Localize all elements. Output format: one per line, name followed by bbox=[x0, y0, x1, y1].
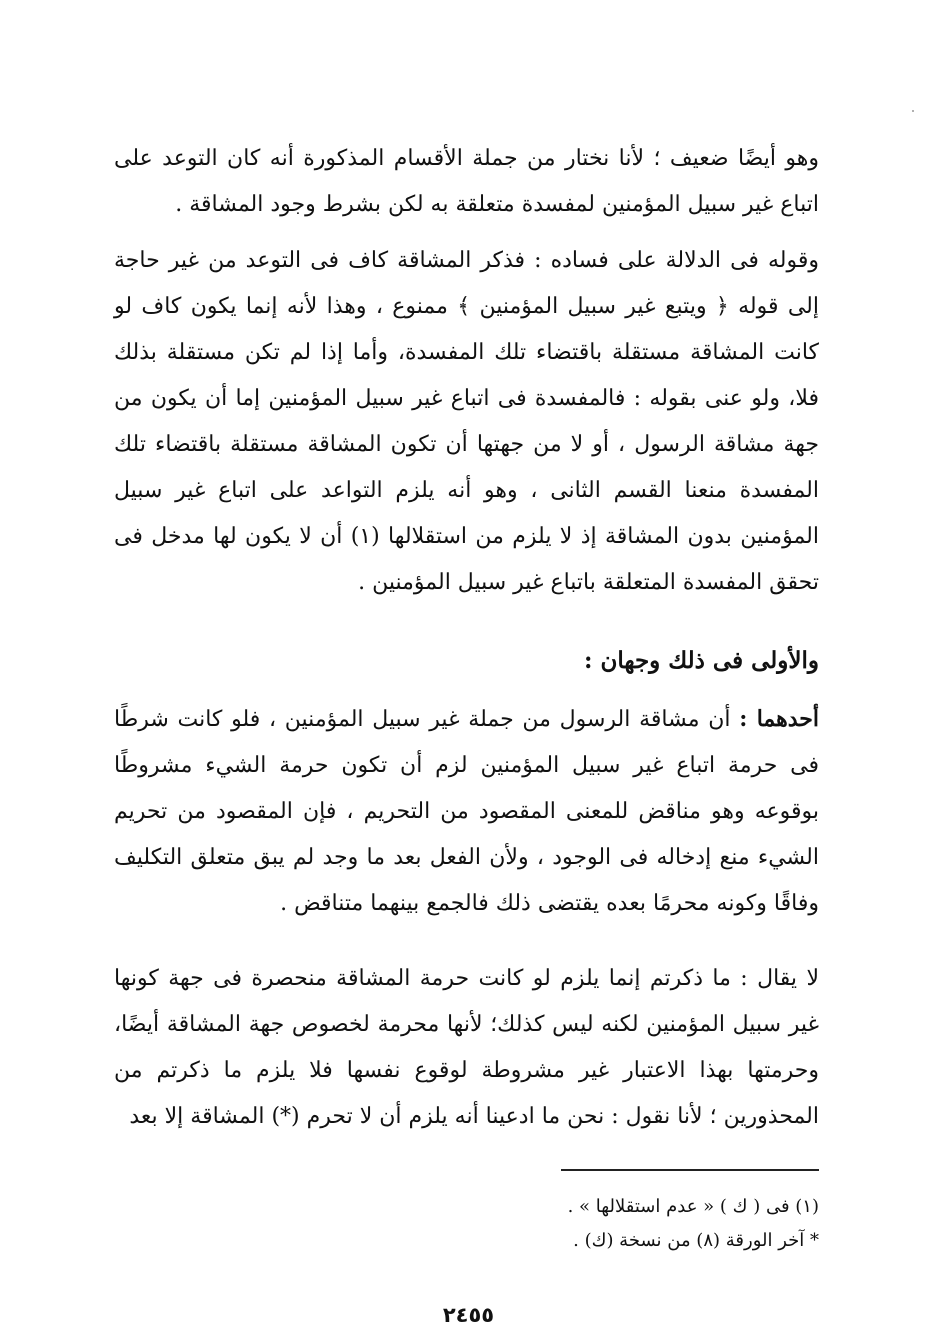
footnotes bbox=[114, 1190, 819, 1258]
paragraph-4: لا يقال : ما ذكرتم إنما يلزم لو كانت حرمة المشاقة منحصرة فى جهة كونها غير سبيل المؤمنين لكنه ليس كذلك؛ لأنها محرمة لخصوص جهة المشاقة أيضًا، وحرمتها بهذا الاعتبار غير مشروطة لوقوع نفسها فلا يلزم ما ذكرتم من المحذورين ؛ لأنا نقول : نحن ما ادعينا أنه يلزم أن لا تحرم (*) المشاقة إلا بعد bbox=[114, 966, 819, 1129]
paragraph-3-body: أن مشاقة الرسول من جملة غير سبيل المؤمنين ، فلو كانت شرطًا فى حرمة اتباع غير سبيل المؤمنين لزم أن تكون حرمة الشيء مشروطًا بوقوعه وهو مناقض للمعنى المقصود من التحريم ، فإن المقصود من تحريم الشيء منع إدخاله فى الوجود ، ولأن الفعل بعد ما وجد لم يبق متعلق التكليف وفاقًا وكونه محرمًا بعده يقتضى ذلك فالجمع بينهما متناقض . bbox=[114, 707, 819, 916]
footnote-star: * آخر الورقة (٨) من نسخة (ك) . bbox=[573, 1230, 819, 1251]
section-heading: والأولى فى ذلك وجهان : bbox=[583, 647, 819, 674]
paragraph-2: وقوله فى الدلالة على فساده : فذكر المشاقة كاف فى التوعد من غير حاجة إلى قوله ﴿ ويتبع غير سبيل المؤمنين ﴾ ممنوع ، وهذا لأنه إنما يكون كاف لو كانت المشاقة مستقلة باقتضاء تلك المفسدة، وأما إذا لم تكن مستقلة بذلك فلا، ولو عنى بقوله : فالمفسدة فى اتباع غير سبيل المؤمنين إما أن يكون من جهة مشاقة الرسول ، أو لا من جهتها أن تكون المشاقة مستقلة باقتضاء تلك المفسدة منعنا القسم الثانى ، وهو أنه يلزم التواعد على اتباع غير سبيل المؤمنين بدون المشاقة إذ لا يلزم من استقلالها (١) أن لا يكون لها مدخل فى تحقق المفسدة المتعلقة باتباع غير سبيل المؤمنين . bbox=[114, 248, 819, 595]
page-number: ٢٤٥٥ bbox=[442, 1303, 495, 1327]
paragraph-3 bbox=[114, 696, 819, 927]
scan-speck bbox=[912, 110, 914, 112]
paragraph-1: وهو أيضًا ضعيف ؛ لأنا نختار من جملة الأقسام المذكورة أنه كان التوعد على اتباع غير سبيل المؤمنين لمفسدة متعلقة به لكن بشرط وجود المشاقة . bbox=[114, 146, 819, 217]
paragraph-3-lead: أحدهما : bbox=[739, 706, 819, 732]
footnote-divider bbox=[561, 1169, 819, 1171]
footnote-1: (١) فى ( ك ) « عدم استقلالها » . bbox=[567, 1196, 819, 1217]
